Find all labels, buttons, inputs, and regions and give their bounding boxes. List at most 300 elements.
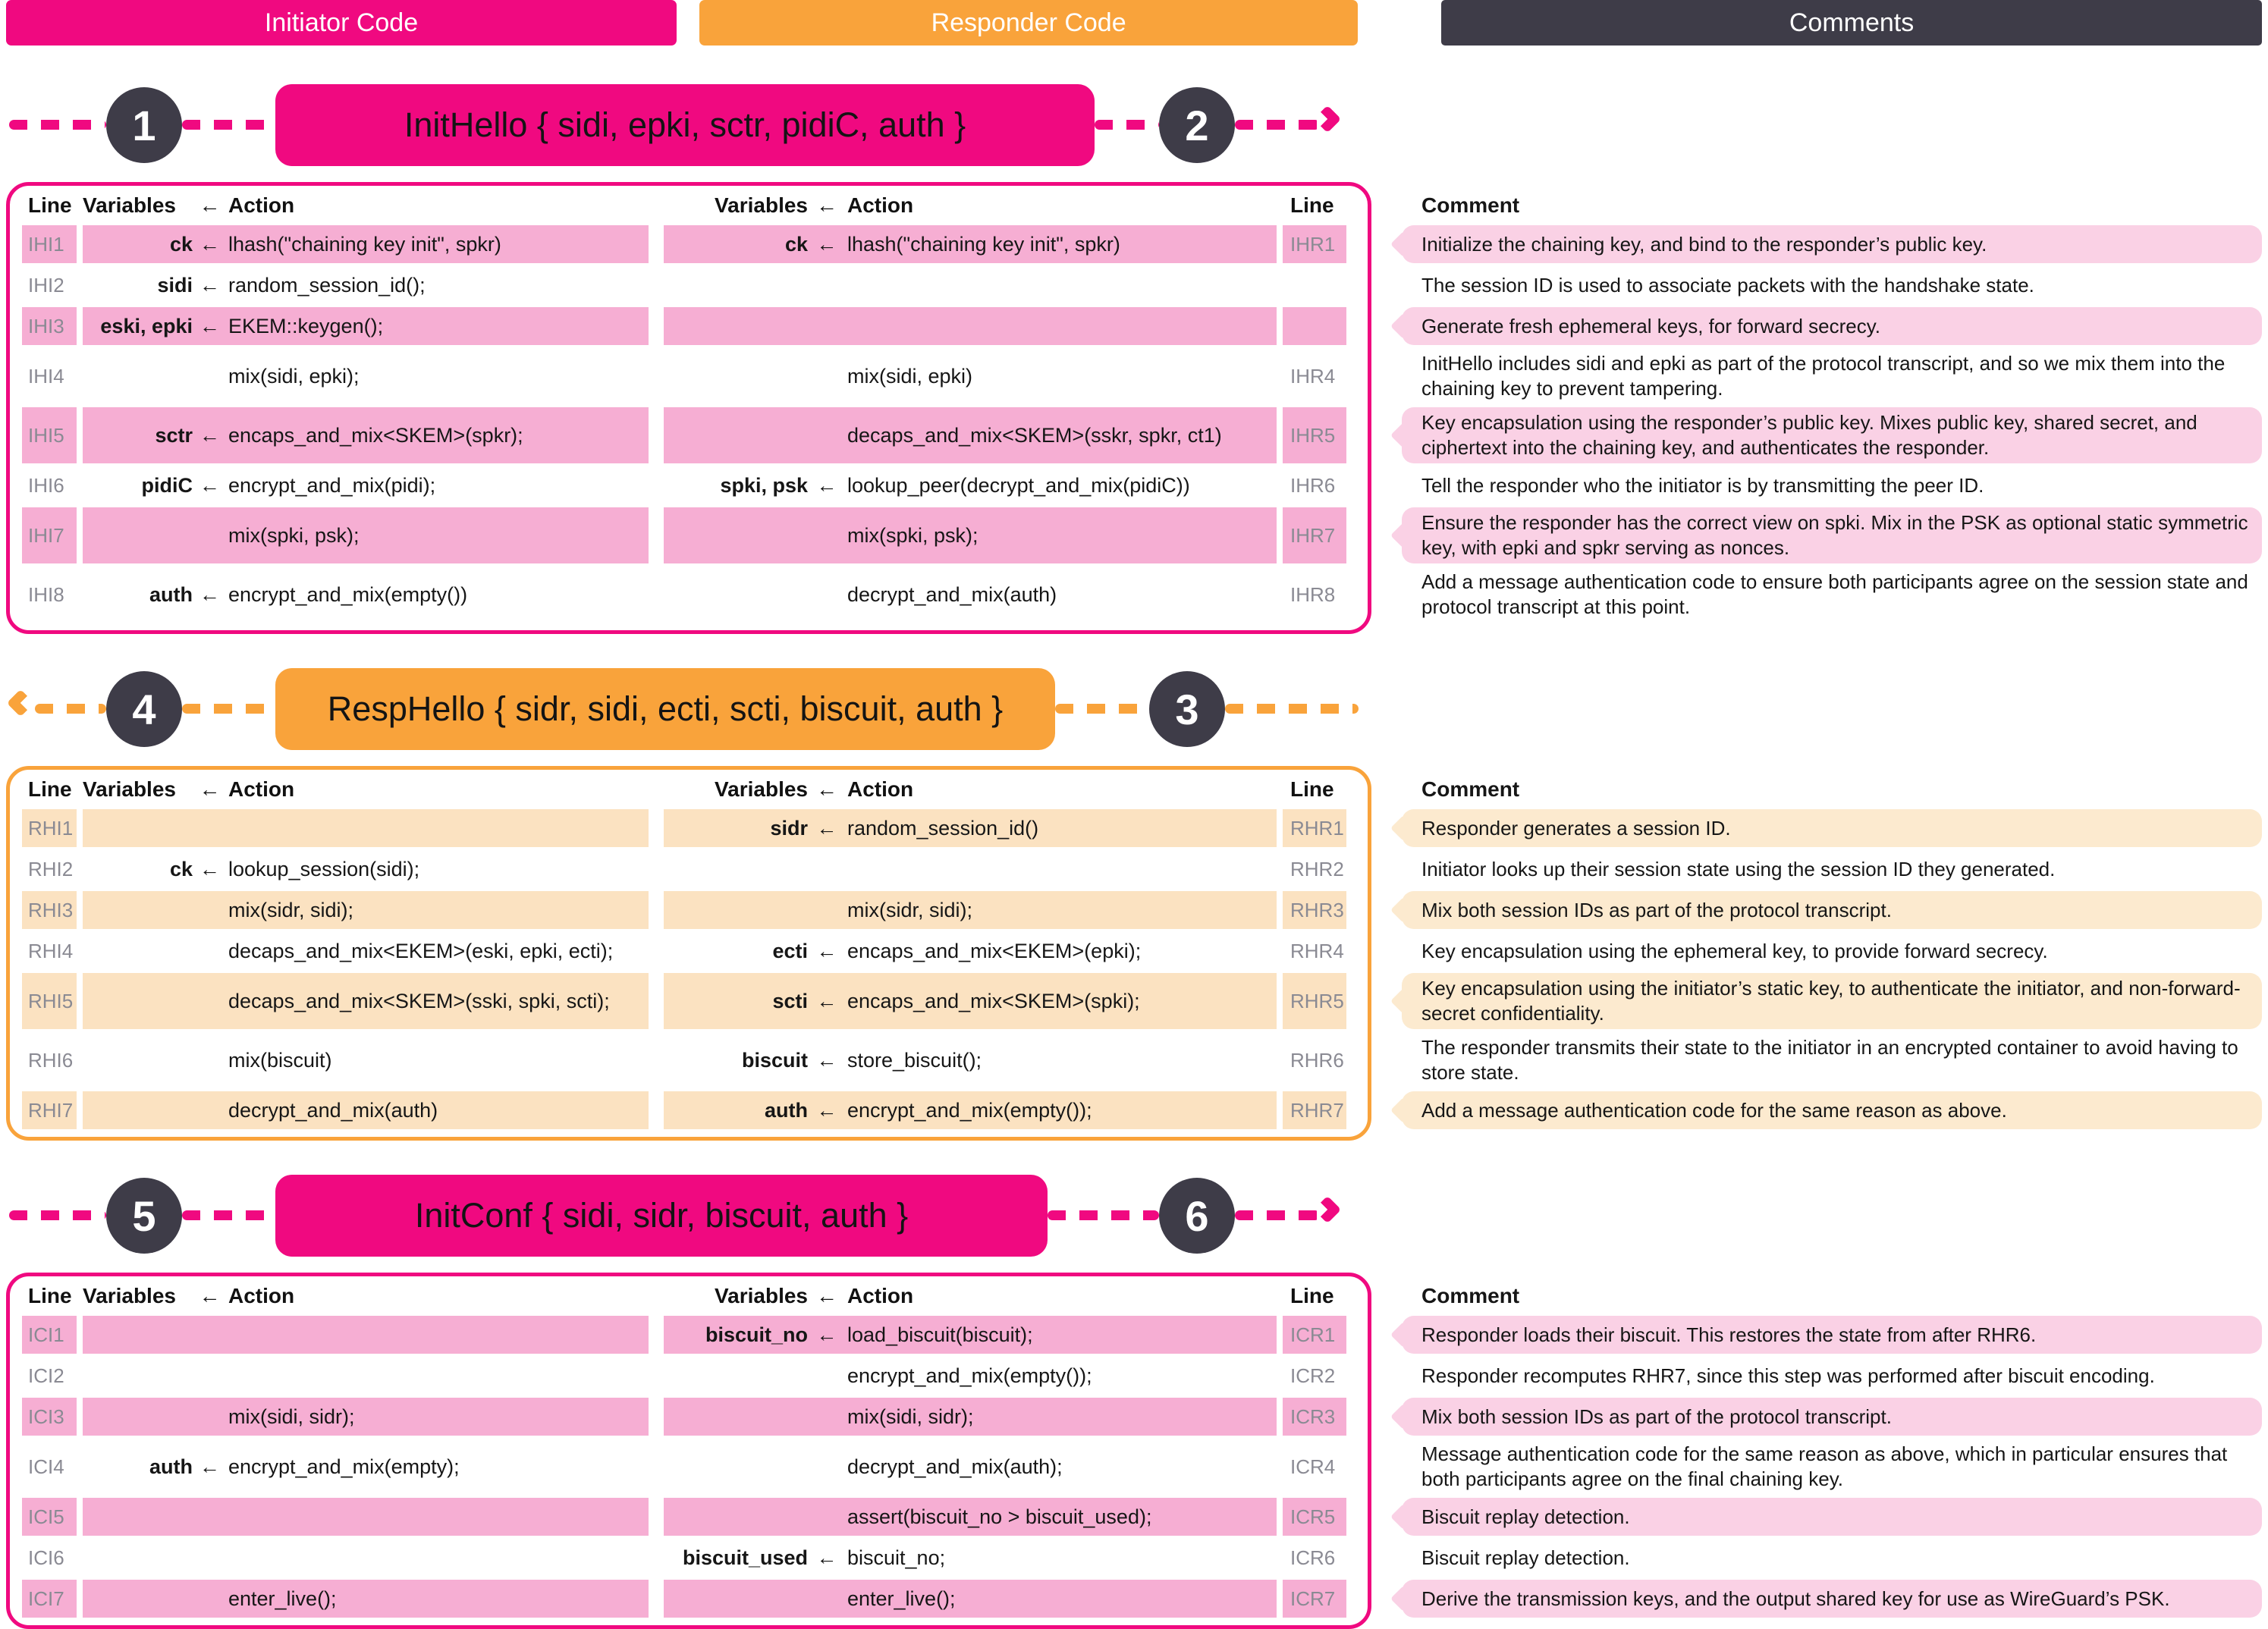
responder-columns-header	[664, 774, 1277, 805]
comment-text: Initialize the chaining key, and bind to the responder’s public key.	[1421, 232, 1987, 256]
comment-plain	[1402, 1539, 2262, 1577]
assign-arrow-icon: ←	[199, 232, 220, 256]
init-action: mix(sidr, sidi);	[228, 898, 354, 921]
responder-line-label: ICR7	[1283, 1580, 1346, 1618]
initiator-line-label: ICI5	[22, 1498, 77, 1536]
comment-row	[1402, 1357, 2262, 1395]
dashed-flow-line	[182, 120, 275, 130]
responder-code-cell	[664, 567, 1277, 623]
dashed-flow-line	[1048, 1210, 1159, 1220]
init-variables: sidi	[157, 273, 193, 297]
table-row	[10, 266, 1368, 304]
comment-text: Responder recomputes RHR7, since this step was performed after biscuit encoding.	[1421, 1364, 2155, 1387]
comment-bubble	[1402, 1091, 2262, 1129]
line-column-header: Line	[28, 193, 72, 217]
initconf-table-rows	[10, 1316, 1368, 1618]
responder-code-cell	[664, 1498, 1277, 1536]
dashed-flow-line	[35, 704, 106, 714]
responder-line-label: RHR3	[1283, 891, 1346, 929]
assign-arrow-icon: ←	[816, 777, 837, 801]
responder-line-label: RHR7	[1283, 1091, 1346, 1129]
responder-code-header-bar: Responder Code	[699, 0, 1358, 46]
initiator-line-label: RHI3	[22, 891, 77, 929]
responder-code-cell	[664, 1439, 1277, 1495]
action-column-header: Action	[228, 777, 295, 801]
resp-action: random_session_id()	[847, 816, 1039, 840]
dashed-flow-line	[1055, 704, 1149, 714]
comment-column-header: Comment	[1421, 1284, 1520, 1307]
resp-action: decrypt_and_mix(auth)	[847, 582, 1057, 606]
initiator-line-label: RHI6	[28, 1048, 74, 1072]
initconf-comments-column	[1402, 1273, 2262, 1618]
resp-action: encaps_and_mix<EKEM>(epki);	[847, 939, 1142, 962]
responder-line-label: ICR6	[1290, 1546, 1336, 1569]
initiator-line-label: RHI1	[22, 809, 77, 847]
inithello-content	[0, 182, 2268, 634]
comment-text: Biscuit replay detection.	[1421, 1505, 1630, 1528]
resp-action: assert(biscuit_no > biscuit_used);	[847, 1505, 1152, 1528]
initiator-code-cell	[83, 1539, 649, 1577]
initiator-code-cell	[83, 348, 649, 404]
variables-column-header: Variables	[83, 193, 176, 217]
comment-row	[1402, 266, 2262, 304]
init-variables: auth	[149, 582, 193, 606]
line-column-header: Line	[28, 777, 72, 801]
dashed-flow-line	[182, 704, 275, 714]
comment-bubble	[1402, 225, 2262, 263]
assign-arrow-icon: ←	[199, 857, 220, 880]
initiator-code-cell	[83, 973, 649, 1029]
initiator-code-cell	[83, 407, 649, 463]
variables-column-header: Variables	[715, 777, 808, 801]
dashed-flow-line	[1225, 704, 1359, 714]
assign-arrow-icon: ←	[816, 193, 837, 217]
table-row	[10, 348, 1368, 404]
comment-plain	[1402, 1032, 2262, 1088]
table-header-row	[10, 190, 1368, 221]
table-row	[10, 507, 1368, 563]
responder-columns-header	[664, 1281, 1277, 1311]
comment-bubble	[1402, 507, 2262, 563]
initiator-line-label: ICI4	[28, 1455, 64, 1478]
comment-text: Ensure the responder has the correct view on spki. Mix in the PSK as optional static symmetric key, with epki and spkr serving as nonces.	[1421, 511, 2248, 559]
initiator-line-label: RHI4	[28, 939, 74, 962]
responder-line-label	[1283, 307, 1346, 345]
comment-row	[1402, 1439, 2262, 1495]
comment-bubble	[1402, 973, 2262, 1029]
init-variables: ck	[169, 857, 193, 880]
responder-code-cell	[664, 307, 1277, 345]
step-circle-2: 2	[1159, 87, 1235, 163]
table-row	[10, 1357, 1368, 1395]
table-row	[10, 1032, 1368, 1088]
resp-action: lookup_peer(decrypt_and_mix(pidiC))	[847, 473, 1190, 497]
initiator-line-label: IHI4	[28, 364, 64, 388]
table-row	[10, 225, 1368, 263]
comment-row	[1402, 973, 2262, 1029]
initconf-banner: InitConf { sidi, sidr, biscuit, auth }	[275, 1175, 1048, 1257]
comment-text: Generate fresh ephemeral keys, for forward secrecy.	[1421, 314, 1880, 337]
comment-text: Initiator looks up their session state using the session ID they generated.	[1421, 857, 2056, 880]
comment-text: The responder transmits their state to the initiator in an encrypted container to avoid having to store state.	[1421, 1036, 2238, 1084]
responder-code-cell	[664, 973, 1277, 1029]
comment-row	[1402, 466, 2262, 504]
assign-arrow-icon: ←	[199, 582, 220, 606]
responder-line-label: ICR4	[1290, 1455, 1336, 1478]
init-variables: ck	[169, 232, 193, 256]
resp-action: enter_live();	[847, 1587, 956, 1610]
responder-code-cell	[664, 507, 1277, 563]
initiator-line-label: IHI5	[22, 407, 77, 463]
table-row	[10, 1498, 1368, 1536]
initiator-code-cell	[83, 1316, 649, 1354]
initiator-code-cell	[83, 932, 649, 970]
resp-variables: biscuit	[741, 1048, 808, 1072]
init-action: decrypt_and_mix(auth)	[228, 1098, 438, 1122]
assign-arrow-icon: ←	[816, 816, 837, 840]
resphello-banner: RespHello { sidr, sidi, ecti, scti, biscuit, auth }	[275, 668, 1055, 750]
responder-code-cell	[664, 850, 1277, 888]
comment-text: Responder loads their biscuit. This restores the state from after RHR6.	[1421, 1323, 2037, 1346]
inithello-comments-column	[1402, 182, 2262, 623]
init-action: mix(biscuit)	[228, 1048, 332, 1072]
line-column-header: Line	[1290, 777, 1334, 801]
resp-action: mix(sidi, epki)	[847, 364, 973, 388]
initiator-code-cell	[83, 891, 649, 929]
initiator-code-cell	[83, 1580, 649, 1618]
resphello-comments-column	[1402, 766, 2262, 1129]
assign-arrow-icon: ←	[199, 273, 220, 297]
table-row	[10, 407, 1368, 463]
step-circle-1: 1	[106, 87, 182, 163]
init-action: encaps_and_mix<SKEM>(spkr);	[228, 423, 523, 447]
init-action: encrypt_and_mix(empty);	[228, 1455, 460, 1478]
responder-line-label: IHR7	[1283, 507, 1346, 563]
comments-header-bar: Comments	[1441, 0, 2262, 46]
action-column-header: Action	[228, 193, 295, 217]
resp-action: decrypt_and_mix(auth);	[847, 1455, 1063, 1478]
init-variables: sctr	[155, 423, 193, 447]
dashed-flow-line	[1095, 120, 1159, 130]
initiator-code-cell	[83, 466, 649, 504]
table-row	[10, 891, 1368, 929]
action-column-header: Action	[847, 777, 914, 801]
responder-code-cell	[664, 266, 1277, 304]
step-circle-6: 6	[1159, 1178, 1235, 1254]
initiator-columns-header	[83, 190, 649, 221]
inithello-comments	[1402, 225, 2262, 623]
resphello-table	[6, 766, 1371, 1141]
comment-row	[1402, 1539, 2262, 1577]
resp-variables: ck	[784, 232, 808, 256]
table-row	[10, 1580, 1368, 1618]
responder-columns-header	[664, 190, 1277, 221]
comment-plain	[1402, 348, 2262, 404]
responder-line-label: RHR4	[1290, 939, 1344, 962]
resphello-content	[0, 766, 2268, 1141]
initiator-code-cell	[83, 1439, 649, 1495]
table-row	[10, 809, 1368, 847]
responder-line-label: ICR5	[1283, 1498, 1346, 1536]
comment-text: Add a message authentication code for the same reason as above.	[1421, 1098, 2007, 1122]
action-column-header: Action	[847, 1284, 914, 1307]
init-action: lhash("chaining key init", spkr)	[228, 232, 501, 256]
initiator-code-cell	[83, 507, 649, 563]
comment-row	[1402, 1398, 2262, 1436]
comment-row	[1402, 348, 2262, 404]
comment-row	[1402, 1032, 2262, 1088]
responder-code-cell	[664, 1398, 1277, 1436]
assign-arrow-icon: ←	[816, 1323, 837, 1346]
table-row	[10, 567, 1368, 623]
responder-line-label: IHR5	[1283, 407, 1346, 463]
initiator-line-label: IHI6	[28, 473, 64, 497]
comment-bubble	[1402, 1580, 2262, 1618]
responder-line-label: ICR3	[1283, 1398, 1346, 1436]
variables-column-header: Variables	[715, 1284, 808, 1307]
resp-action: encrypt_and_mix(empty());	[847, 1098, 1092, 1122]
responder-code-cell	[664, 225, 1277, 263]
table-row	[10, 1398, 1368, 1436]
resp-action: mix(sidr, sidi);	[847, 898, 973, 921]
initconf-comments	[1402, 1316, 2262, 1618]
dashed-flow-line	[9, 1210, 106, 1220]
responder-line-label	[1283, 266, 1346, 304]
initiator-code-cell	[83, 266, 649, 304]
table-row	[10, 973, 1368, 1029]
init-action: decaps_and_mix<EKEM>(eski, epki, ecti);	[228, 939, 614, 962]
comment-text: Key encapsulation using the responder’s public key. Mixes public key, shared secret, and ciphertext into the chaining key, and authenticates the responder.	[1421, 411, 2197, 459]
initiator-code-cell	[83, 809, 649, 847]
assign-arrow-icon: ←	[816, 473, 837, 497]
dashed-flow-line	[9, 120, 106, 130]
comment-column-header: Comment	[1421, 777, 1520, 801]
responder-line-label: ICR1	[1283, 1316, 1346, 1354]
comment-plain	[1402, 567, 2262, 623]
variables-column-header: Variables	[83, 777, 176, 801]
initiator-code-cell	[83, 850, 649, 888]
initiator-line-label: IHI8	[28, 582, 64, 606]
initiator-line-label: RHI7	[22, 1091, 77, 1129]
dashed-flow-line	[1235, 120, 1320, 130]
assign-arrow-icon: ←	[816, 1546, 837, 1569]
init-action: mix(sidi, epki);	[228, 364, 360, 388]
comment-plain	[1402, 266, 2262, 304]
init-variables: pidiC	[141, 473, 193, 497]
initiator-line-label: RHI5	[22, 973, 77, 1029]
assign-arrow-icon: ←	[199, 1284, 221, 1307]
initiator-code-cell	[83, 1398, 649, 1436]
column-header-bars	[0, 0, 2268, 46]
table-row	[10, 1316, 1368, 1354]
initconf-content	[0, 1273, 2268, 1629]
resphello-flow-row	[0, 667, 2268, 751]
resp-variables: biscuit_used	[682, 1546, 808, 1569]
comment-row	[1402, 1580, 2262, 1618]
message-arrow-left-icon	[7, 689, 35, 717]
resp-action: encaps_and_mix<SKEM>(spki);	[847, 989, 1140, 1012]
responder-line-label: ICR2	[1290, 1364, 1336, 1387]
initiator-line-label: ICI1	[22, 1316, 77, 1354]
responder-code-cell	[664, 1091, 1277, 1129]
dashed-flow-line	[182, 1210, 275, 1220]
comment-text: InitHello includes sidi and epki as part of the protocol transcript, and so we mix them into the chaining key to prevent tampering.	[1421, 352, 2226, 400]
comment-plain	[1402, 1439, 2262, 1495]
init-action: EKEM::keygen();	[228, 314, 384, 337]
inithello-flow-row	[0, 83, 2268, 167]
comment-row	[1402, 567, 2262, 623]
assign-arrow-icon: ←	[816, 1284, 837, 1307]
comment-text: Key encapsulation using the ephemeral key, to provide forward secrecy.	[1421, 939, 2048, 962]
action-column-header: Action	[847, 193, 914, 217]
init-action: lookup_session(sidi);	[228, 857, 420, 880]
table-row	[10, 466, 1368, 504]
assign-arrow-icon: ←	[816, 939, 837, 962]
comment-bubble	[1402, 809, 2262, 847]
initiator-code-cell	[83, 567, 649, 623]
responder-code-cell	[664, 891, 1277, 929]
comment-text: Tell the responder who the initiator is by transmitting the peer ID.	[1421, 473, 1984, 497]
comment-row	[1402, 225, 2262, 263]
action-column-header: Action	[228, 1284, 295, 1307]
table-header-row	[10, 774, 1368, 805]
comment-row	[1402, 307, 2262, 345]
resp-variables: scti	[772, 989, 808, 1012]
comment-row	[1402, 809, 2262, 847]
comment-row	[1402, 407, 2262, 463]
initiator-line-label: IHI2	[28, 273, 64, 297]
initiator-code-cell	[83, 1091, 649, 1129]
resp-variables: ecti	[772, 939, 808, 962]
resp-action: store_biscuit();	[847, 1048, 982, 1072]
table-row	[10, 307, 1368, 345]
init-action: decaps_and_mix<SKEM>(sski, spki, scti);	[228, 989, 610, 1012]
assign-arrow-icon: ←	[816, 1098, 837, 1122]
table-row	[10, 1091, 1368, 1129]
initiator-code-header-bar: Initiator Code	[6, 0, 677, 46]
initiator-line-label: ICI3	[22, 1398, 77, 1436]
comment-text: Message authentication code for the same reason as above, which in particular ensures that both participants agree on the final chaining key.	[1421, 1442, 2228, 1490]
assign-arrow-icon: ←	[199, 193, 221, 217]
assign-arrow-icon: ←	[816, 1048, 837, 1072]
resp-action: encrypt_and_mix(empty());	[847, 1364, 1092, 1387]
comment-text: Mix both session IDs as part of the protocol transcript.	[1421, 898, 1892, 921]
variables-column-header: Variables	[715, 193, 808, 217]
responder-line-label: IHR6	[1290, 473, 1336, 497]
initconf-table	[6, 1273, 1371, 1629]
initiator-code-cell	[83, 1357, 649, 1395]
init-variables: eski, epki	[100, 314, 193, 337]
responder-code-cell	[664, 348, 1277, 404]
responder-line-label: RHR1	[1283, 809, 1346, 847]
init-action: mix(spki, psk);	[228, 523, 360, 547]
comment-row	[1402, 1498, 2262, 1536]
resp-action: decaps_and_mix<SKEM>(sskr, spkr, ct1)	[847, 423, 1222, 447]
resp-action: mix(sidi, sidr);	[847, 1405, 974, 1428]
assign-arrow-icon: ←	[199, 314, 220, 337]
variables-column-header: Variables	[83, 1284, 176, 1307]
responder-code-cell	[664, 932, 1277, 970]
responder-line-label: IHR1	[1283, 225, 1346, 263]
comment-bubble	[1402, 407, 2262, 463]
comment-bubble	[1402, 1316, 2262, 1354]
comment-text: The session ID is used to associate packets with the handshake state.	[1421, 273, 2034, 297]
init-action: encrypt_and_mix(empty())	[228, 582, 468, 606]
resp-variables: biscuit_no	[705, 1323, 808, 1346]
comment-bubble	[1402, 891, 2262, 929]
comment-text: Biscuit replay detection.	[1421, 1546, 1630, 1569]
comment-row	[1402, 1091, 2262, 1129]
step-circle-3: 3	[1149, 671, 1225, 747]
assign-arrow-icon: ←	[816, 989, 837, 1012]
initiator-line-label: ICI7	[22, 1580, 77, 1618]
comment-plain	[1402, 850, 2262, 888]
init-action: random_session_id();	[228, 273, 426, 297]
responder-line-label: RHR2	[1290, 857, 1344, 880]
line-column-header: Line	[1290, 193, 1334, 217]
resp-action: mix(spki, psk);	[847, 523, 979, 547]
table-row	[10, 932, 1368, 970]
resp-action: biscuit_no;	[847, 1546, 946, 1569]
initiator-line-label: IHI1	[22, 225, 77, 263]
initiator-line-label: RHI2	[28, 857, 74, 880]
line-column-header: Line	[28, 1284, 72, 1307]
resp-variables: auth	[765, 1098, 808, 1122]
inithello-banner: InitHello { sidi, epki, sctr, pidiC, auth }	[275, 84, 1095, 166]
responder-code-cell	[664, 1539, 1277, 1577]
responder-line-label: RHR5	[1283, 973, 1346, 1029]
assign-arrow-icon: ←	[199, 1455, 220, 1478]
comment-plain	[1402, 1357, 2262, 1395]
initiator-columns-header	[83, 1281, 649, 1311]
initiator-code-cell	[83, 1498, 649, 1536]
comment-text: Add a message authentication code to ensure both participants agree on the session state and protocol transcript at this point.	[1421, 570, 2248, 618]
resphello-comments	[1402, 809, 2262, 1129]
table-row	[10, 1439, 1368, 1495]
comment-text: Derive the transmission keys, and the output shared key for use as WireGuard’s PSK.	[1421, 1587, 2170, 1610]
responder-code-cell	[664, 809, 1277, 847]
table-header-row	[10, 1281, 1368, 1311]
assign-arrow-icon: ←	[199, 777, 221, 801]
resp-variables: spki, psk	[720, 473, 808, 497]
responder-code-cell	[664, 1580, 1277, 1618]
initiator-line-label: ICI2	[28, 1364, 64, 1387]
table-row	[10, 850, 1368, 888]
line-column-header: Line	[1290, 1284, 1334, 1307]
init-action: encrypt_and_mix(pidi);	[228, 473, 436, 497]
initiator-code-cell	[83, 225, 649, 263]
init-action: enter_live();	[228, 1587, 337, 1610]
comment-plain	[1402, 932, 2262, 970]
responder-line-label: RHR6	[1290, 1048, 1344, 1072]
initiator-code-cell	[83, 1032, 649, 1088]
comment-bubble	[1402, 1398, 2262, 1436]
comment-row	[1402, 507, 2262, 563]
assign-arrow-icon: ←	[199, 473, 220, 497]
init-action: mix(sidi, sidr);	[228, 1405, 355, 1428]
inithello-table-rows	[10, 225, 1368, 623]
comment-row	[1402, 891, 2262, 929]
resphello-table-rows	[10, 809, 1368, 1129]
inithello-table	[6, 182, 1371, 634]
responder-code-cell	[664, 407, 1277, 463]
comment-row	[1402, 932, 2262, 970]
initiator-line-label: ICI6	[28, 1546, 64, 1569]
initiator-line-label: IHI3	[22, 307, 77, 345]
initiator-columns-header	[83, 774, 649, 805]
table-row	[10, 1539, 1368, 1577]
step-circle-4: 4	[106, 671, 182, 747]
